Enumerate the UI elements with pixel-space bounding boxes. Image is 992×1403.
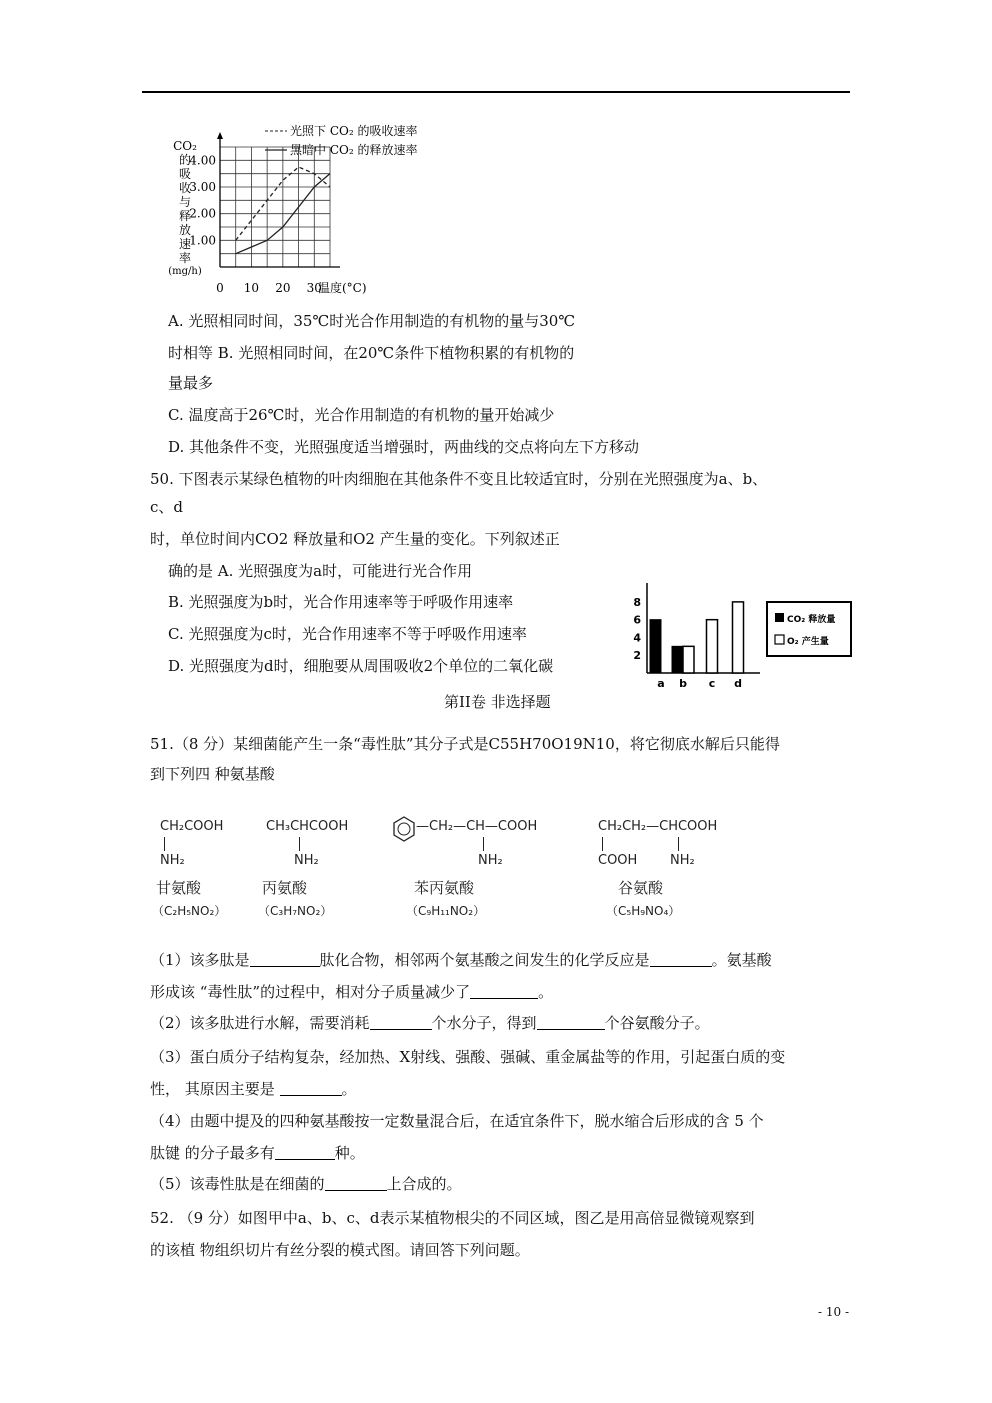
alanine-amino-group: NH₂: [294, 853, 319, 868]
q52-stem-line2: 的该植 物组织切片有丝分裂的模式图。请回答下列问题。: [150, 1241, 530, 1259]
phenylalanine-name: 苯丙氨酸: [414, 879, 475, 897]
y-axis-label: 速: [178, 237, 192, 251]
x-tick-label: 30: [306, 281, 322, 295]
q50-stem-line3: 时，单位时间内CO2 释放量和O2 产生量的变化。下列叙述正: [150, 530, 560, 548]
glutamate-carboxyl-group: COOH: [598, 853, 638, 868]
x-tick-label: 10: [243, 281, 260, 295]
bond-line: [602, 837, 603, 851]
q50-option-b: B. 光照强度为b时，光合作用速率等于呼吸作用速率: [168, 593, 514, 611]
q52-stem-line1: 52. （9 分）如图甲中a、b、c、d表示某植物根尖的不同区域，图乙是用高倍显微镜观察到: [150, 1209, 755, 1227]
legend-release-label: 黑暗中 CO₂ 的释放速率: [290, 143, 418, 157]
q49-option-d: D. 其他条件不变，光照强度适当增强时，两曲线的交点将向左下方移动: [168, 438, 640, 456]
x-tick-label: 20: [275, 281, 291, 295]
answer-blank[interactable]: [370, 1015, 432, 1030]
amino-acid-phenylalanine: [392, 816, 562, 926]
o2-production-bar: [707, 620, 718, 673]
y-tick-label: 2: [633, 649, 641, 663]
co2-release-bar: [672, 646, 683, 673]
alanine-name: 丙氨酸: [262, 879, 308, 897]
answer-blank[interactable]: [325, 1176, 387, 1191]
header-rule: [142, 91, 850, 93]
bond-line: [483, 837, 484, 851]
y-tick-label: 2.00: [189, 206, 216, 221]
answer-blank[interactable]: [280, 1081, 342, 1096]
glycine-name: 甘氨酸: [156, 879, 202, 897]
q49-option-a-line2: 时相等 B. 光照相同时间，在20℃条件下植物积累的有机物的: [168, 344, 575, 362]
phenylalanine-top-group: —CH₂—CH—COOH: [416, 819, 538, 834]
q51-part3-line1: （3）蛋白质分子结构复杂，经加热、X射线、强酸、强碱、重金属盐等的作用，引起蛋白质的变: [150, 1048, 786, 1066]
legend-box: [767, 602, 851, 656]
y-tick-label: 3.00: [189, 180, 216, 194]
y-axis-label: 率: [178, 251, 192, 265]
y-axis-label: 收: [178, 181, 192, 195]
glutamate-top-group: CH₂CH₂—CHCOOH: [598, 819, 718, 834]
bond-line: [164, 837, 165, 851]
glycine-formula: （C₂H₅NO₂）: [152, 904, 227, 918]
x-tick-label: d: [734, 677, 742, 690]
glycine-amino-group: NH₂: [160, 853, 185, 868]
y-axis-label: 放: [178, 223, 192, 237]
phenylalanine-amino-group: NH₂: [478, 853, 503, 868]
q51-part5: （5）该毒性肽是在细菌的 上合成的。: [150, 1175, 462, 1193]
y-tick-label: 4: [633, 631, 641, 645]
q49-option-c: C. 温度高于26℃时，光合作用制造的有机物的量开始减少: [168, 406, 555, 424]
y-tick-label: 6: [633, 613, 641, 627]
legend-o2-swatch: [775, 635, 784, 644]
y-tick-label: 1.00: [189, 233, 216, 248]
q51-part2: （2）该多肽进行水解，需要消耗 个水分子，得到 个谷氨酸分子。: [150, 1014, 710, 1032]
x-axis-label: 温度(°C): [318, 281, 367, 295]
y-axis-unit: (mg/h): [168, 266, 202, 277]
bond-line: [299, 837, 300, 851]
q49-option-a-line1: A. 光照相同时间，35℃时光合作用制造的有机物的量与30℃: [168, 312, 576, 330]
answer-blank[interactable]: [275, 1145, 335, 1160]
legend-co2-label: CO₂ 释放量: [787, 615, 836, 625]
glutamate-amino-group: NH₂: [670, 853, 695, 868]
legend-co2-swatch: [775, 613, 784, 622]
benzene-ring-icon: [392, 816, 416, 842]
x-tick-label: c: [708, 677, 716, 690]
q50-option-d: D. 光照强度为d时，细胞要从周围吸收2个单位的二氧化碳: [168, 657, 554, 675]
x-tick-label: a: [657, 677, 665, 690]
q50-stem-line1: 50. 下图表示某绿色植物的叶肉细胞在其他条件不变且比较适宜时，分别在光照强度为a、b、: [150, 470, 768, 488]
glycine-top-group: CH₂COOH: [160, 819, 224, 834]
y-axis-label: 与: [178, 195, 192, 209]
q51-part1-line1: （1）该多肽是 肽化合物，相邻两个氨基酸之间发生的化学反应是 。氨基酸: [150, 951, 772, 969]
temperature-co2-chart: [165, 120, 455, 300]
q50-option-c: C. 光照强度为c时，光合作用速率不等于呼吸作用速率: [168, 625, 527, 643]
alanine-formula: （C₃H₇NO₂）: [258, 904, 333, 918]
y-tick-label: 4.00: [189, 153, 216, 168]
y-axis-arrow-icon: [217, 132, 223, 139]
x-tick-label: b: [679, 677, 687, 690]
section-title: 第II卷 非选择题: [444, 693, 551, 711]
answer-blank[interactable]: [470, 984, 538, 999]
y-axis-label: 释: [178, 209, 192, 223]
legend-o2-label: O₂ 产生量: [787, 637, 829, 647]
y-axis-label: CO₂: [173, 139, 197, 153]
y-axis-label: 的: [178, 153, 192, 167]
phenylalanine-formula: （C₉H₁₁NO₂）: [406, 904, 486, 918]
answer-blank[interactable]: [650, 952, 712, 967]
o2-production-bar: [683, 646, 694, 673]
q51-part1-line2: 形成该 “毒性肽”的过程中，相对分子质量减少了 。: [150, 983, 554, 1001]
q49-option-b-line2: 量最多: [168, 374, 214, 392]
q51-part4-line2: 肽键 的分子最多有 种。: [150, 1144, 365, 1162]
y-tick-label: 8: [633, 595, 641, 609]
amino-acid-alanine: [258, 816, 376, 926]
y-axis-label: 吸: [178, 167, 192, 181]
q51-stem-line2: 到下列四 种氨基酸: [150, 765, 275, 783]
q51-part4-line1: （4）由题中提及的四种氨基酸按一定数量混合后，在适宜条件下，脱水缩合后形成的含 5 个: [150, 1112, 764, 1130]
bond-line: [678, 837, 679, 851]
answer-blank[interactable]: [250, 952, 320, 967]
glutamate-name: 谷氨酸: [618, 879, 664, 897]
alanine-top-group: CH₃CHCOOH: [266, 819, 349, 834]
co2-release-bar: [650, 620, 661, 673]
q50-stem-line4: 确的是 A. 光照强度为a时，可能进行光合作用: [168, 562, 473, 580]
q51-part3-line2: 性， 其原因主要是 。: [150, 1080, 357, 1098]
light-intensity-bar-chart: [625, 575, 855, 690]
legend-absorption-label: 光照下 CO₂ 的吸收速率: [290, 124, 418, 138]
q51-stem-line1: 51.（8 分）某细菌能产生一条“毒性肽”其分子式是C55H70O19N10，将它彻底水解后只能得: [150, 735, 780, 753]
page-number: - 10 -: [818, 1305, 850, 1319]
o2-production-bar: [733, 602, 744, 673]
x-tick-label: 0: [216, 281, 224, 295]
amino-acid-glycine: [152, 816, 260, 926]
glutamate-formula: （C₅H₉NO₄）: [606, 904, 681, 918]
amino-acid-glutamate: [598, 816, 738, 926]
answer-blank[interactable]: [537, 1015, 605, 1030]
q50-stem-line2: c、d: [150, 498, 184, 516]
